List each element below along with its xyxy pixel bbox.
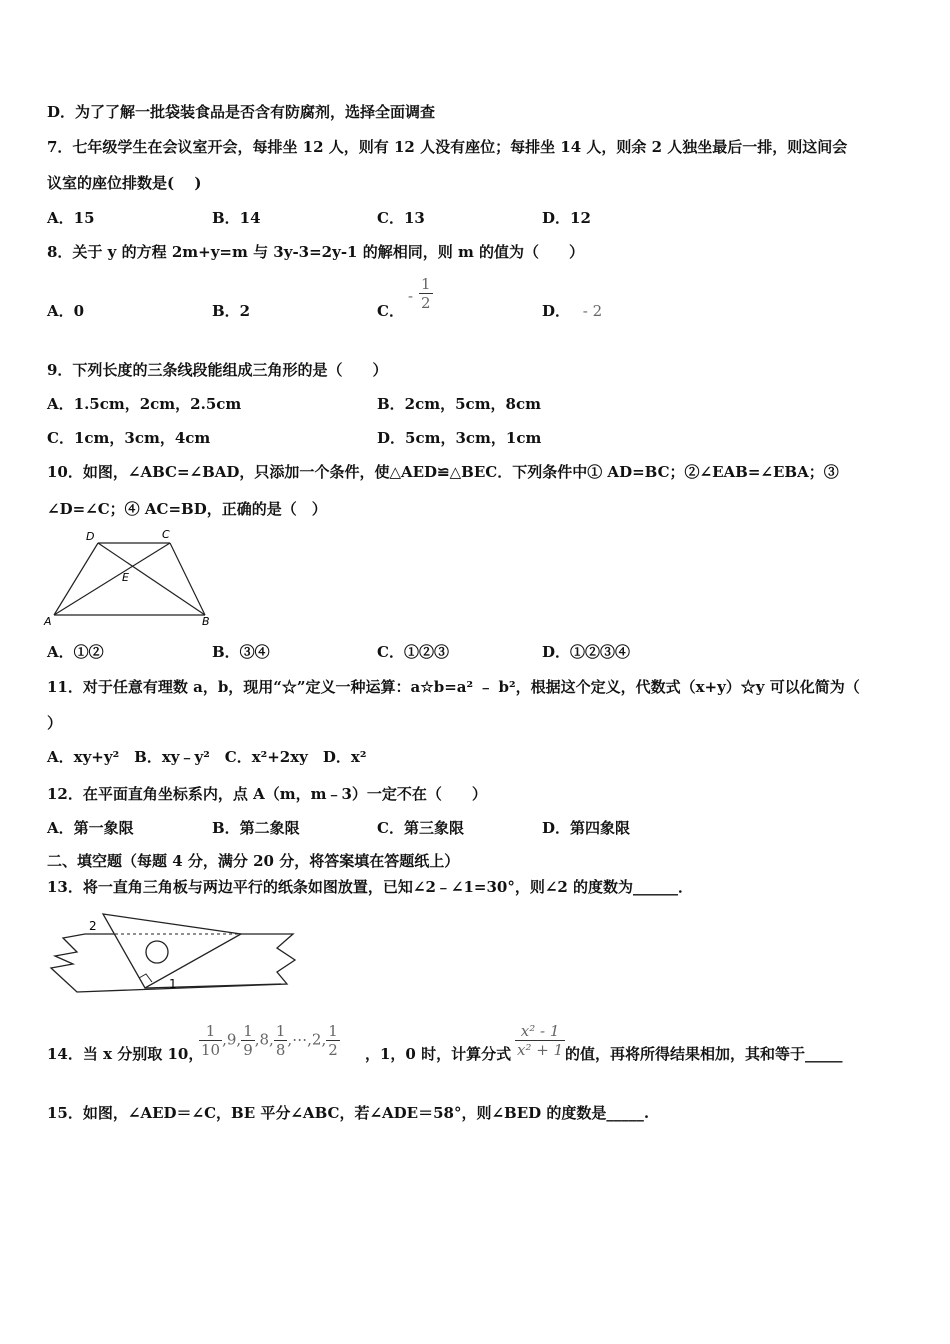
q10-label-b: B (202, 615, 210, 628)
q10-stem-line2: ∠D=∠C；④ AC=BD，正确的是（ ） (47, 500, 327, 518)
q14-frac-1-8-num: 1 (275, 1022, 286, 1040)
q14-frac-1-8 (274, 1022, 288, 1059)
q9-option-a: A．1.5cm，2cm，2.5cm (47, 395, 242, 413)
q12-option-d: D．第四象限 (542, 819, 631, 837)
q12-option-c: C．第三象限 (377, 819, 464, 837)
q10-option-c: C．①②③ (377, 643, 449, 661)
q14-fraction-expression (515, 1022, 565, 1059)
q10-label-e: E (122, 571, 129, 584)
q8-option-a: A．0 (47, 302, 85, 320)
q8-option-c-sign: - (408, 287, 414, 305)
q8-option-d-label: D． (542, 302, 571, 320)
q10-label-d: D (86, 530, 95, 543)
q8-option-c-label: C． (377, 302, 404, 320)
q8-option-d (542, 301, 602, 321)
q7-option-a: A．15 (47, 209, 95, 227)
q14-sep-1: ,9, (222, 1030, 242, 1049)
q14-frac-1-9 (241, 1022, 255, 1059)
q14-sep-2: ,8, (254, 1030, 274, 1049)
q14-prefix: 14．当 x 分别取 10， (47, 1045, 204, 1063)
q9-option-c: C．1cm，3cm，4cm (47, 429, 211, 447)
q14-sequence (199, 1022, 340, 1059)
q10-option-b: B．③④ (212, 643, 270, 661)
q7-stem-line2: 议室的座位排数是( ) (47, 174, 202, 192)
q14-mid: ，1，0 时，计算分式 (365, 1045, 512, 1063)
q8-option-c (377, 275, 431, 325)
q14-expr-denominator: x² + 1 (517, 1041, 564, 1059)
q14-frac-1-10 (199, 1022, 222, 1059)
q12-option-a: A．第一象限 (47, 819, 134, 837)
q14-frac-1-8-den: 8 (275, 1041, 286, 1059)
q13-angle-2-label: 2 (89, 919, 97, 933)
q9-option-b: B．2cm，5cm，8cm (377, 395, 542, 413)
q10-label-a: A (44, 615, 52, 628)
q10-option-a: A．①② (47, 643, 104, 661)
section-2-title: 二、填空题（每题 4 分，满分 20 分，将答案填在答题纸上） (47, 852, 460, 870)
q8-option-d-value: - 2 (582, 302, 603, 320)
q8-stem: 8．关于 y 的方程 2m+y=m 与 3y-3=2y-1 的解相同，则 m 的值为（ ） (47, 243, 585, 261)
q10-label-c: C (162, 528, 170, 541)
q7-option-c: C．13 (377, 209, 425, 227)
q14-sep-3: ,⋯,2, (287, 1030, 327, 1049)
q14-expr-numerator: x² - 1 (515, 1022, 565, 1041)
q11-options: A．xy+y² B．xy﹣y² C．x²+2xy D．x² (47, 748, 367, 766)
q10-option-d: D．①②③④ (542, 643, 631, 661)
q7-option-b: B．14 (212, 209, 261, 227)
q10-segment-ad (54, 543, 98, 615)
q11-stem-line1: 11．对于任意有理数 a，b，现用“☆”定义一种运算：a☆b=a² ﹣ b²，根据这个定义，代数式（x+y）☆y 可以化简为（ (47, 678, 860, 696)
q8-option-c-fraction (419, 275, 433, 312)
q8-c-numerator: 1 (421, 275, 431, 293)
q12-stem: 12．在平面直角坐标系内，点 A（m，m﹣3）一定不在（ ） (47, 785, 487, 803)
q14-frac-1-10-den: 10 (201, 1041, 221, 1059)
q14-frac-1-10-num: 1 (199, 1022, 222, 1041)
q7-stem-line1: 7．七年级学生在会议室开会，每排坐 12 人，则有 12 人没有座位；每排坐 14 人，则余 2 人独坐最后一排，则这间会 (47, 138, 848, 156)
q14-frac-1-2-num: 1 (328, 1022, 338, 1040)
q12-option-b: B．第二象限 (212, 819, 300, 837)
q13-figure (45, 908, 305, 1000)
q6-option-d: D．为了了解一批袋装食品是否含有防腐剂，选择全面调查 (47, 103, 436, 121)
q9-option-d: D．5cm，3cm，1cm (377, 429, 542, 447)
q8-c-denominator: 2 (421, 294, 431, 312)
q7-option-d: D．12 (542, 209, 591, 227)
q8-option-b: B．2 (212, 302, 251, 320)
q14-frac-1-9-den: 9 (243, 1041, 253, 1059)
q10-stem-line1: 10．如图，∠ABC=∠BAD，只添加一个条件，使△AED≌△BEC．下列条件中① AD=BC；②∠EAB=∠EBA；③ (47, 463, 839, 481)
q14-frac-1-2-den: 2 (328, 1041, 338, 1059)
q15-stem: 15．如图，∠AED＝∠C，BE 平分∠ABC，若∠ADE＝58°，则∠BED 的度数是_____. (47, 1104, 650, 1122)
q10-figure (40, 525, 220, 630)
q10-segment-ac (54, 543, 170, 615)
q13-angle-1-label: 1 (169, 977, 177, 991)
q13-stem: 13．将一直角三角板与两边平行的纸条如图放置，已知∠2﹣∠1=30°，则∠2 的度数为______． (47, 878, 694, 896)
q14-frac-1-2 (326, 1022, 340, 1059)
q14-suffix: 的值，再将所得结果相加，其和等于_____ (565, 1045, 843, 1063)
q9-stem: 9．下列长度的三条线段能组成三角形的是（ ） (47, 361, 388, 379)
q14-frac-1-9-num: 1 (243, 1022, 253, 1040)
q11-stem-line2: ） (47, 714, 63, 732)
q10-segment-cb (170, 543, 205, 615)
